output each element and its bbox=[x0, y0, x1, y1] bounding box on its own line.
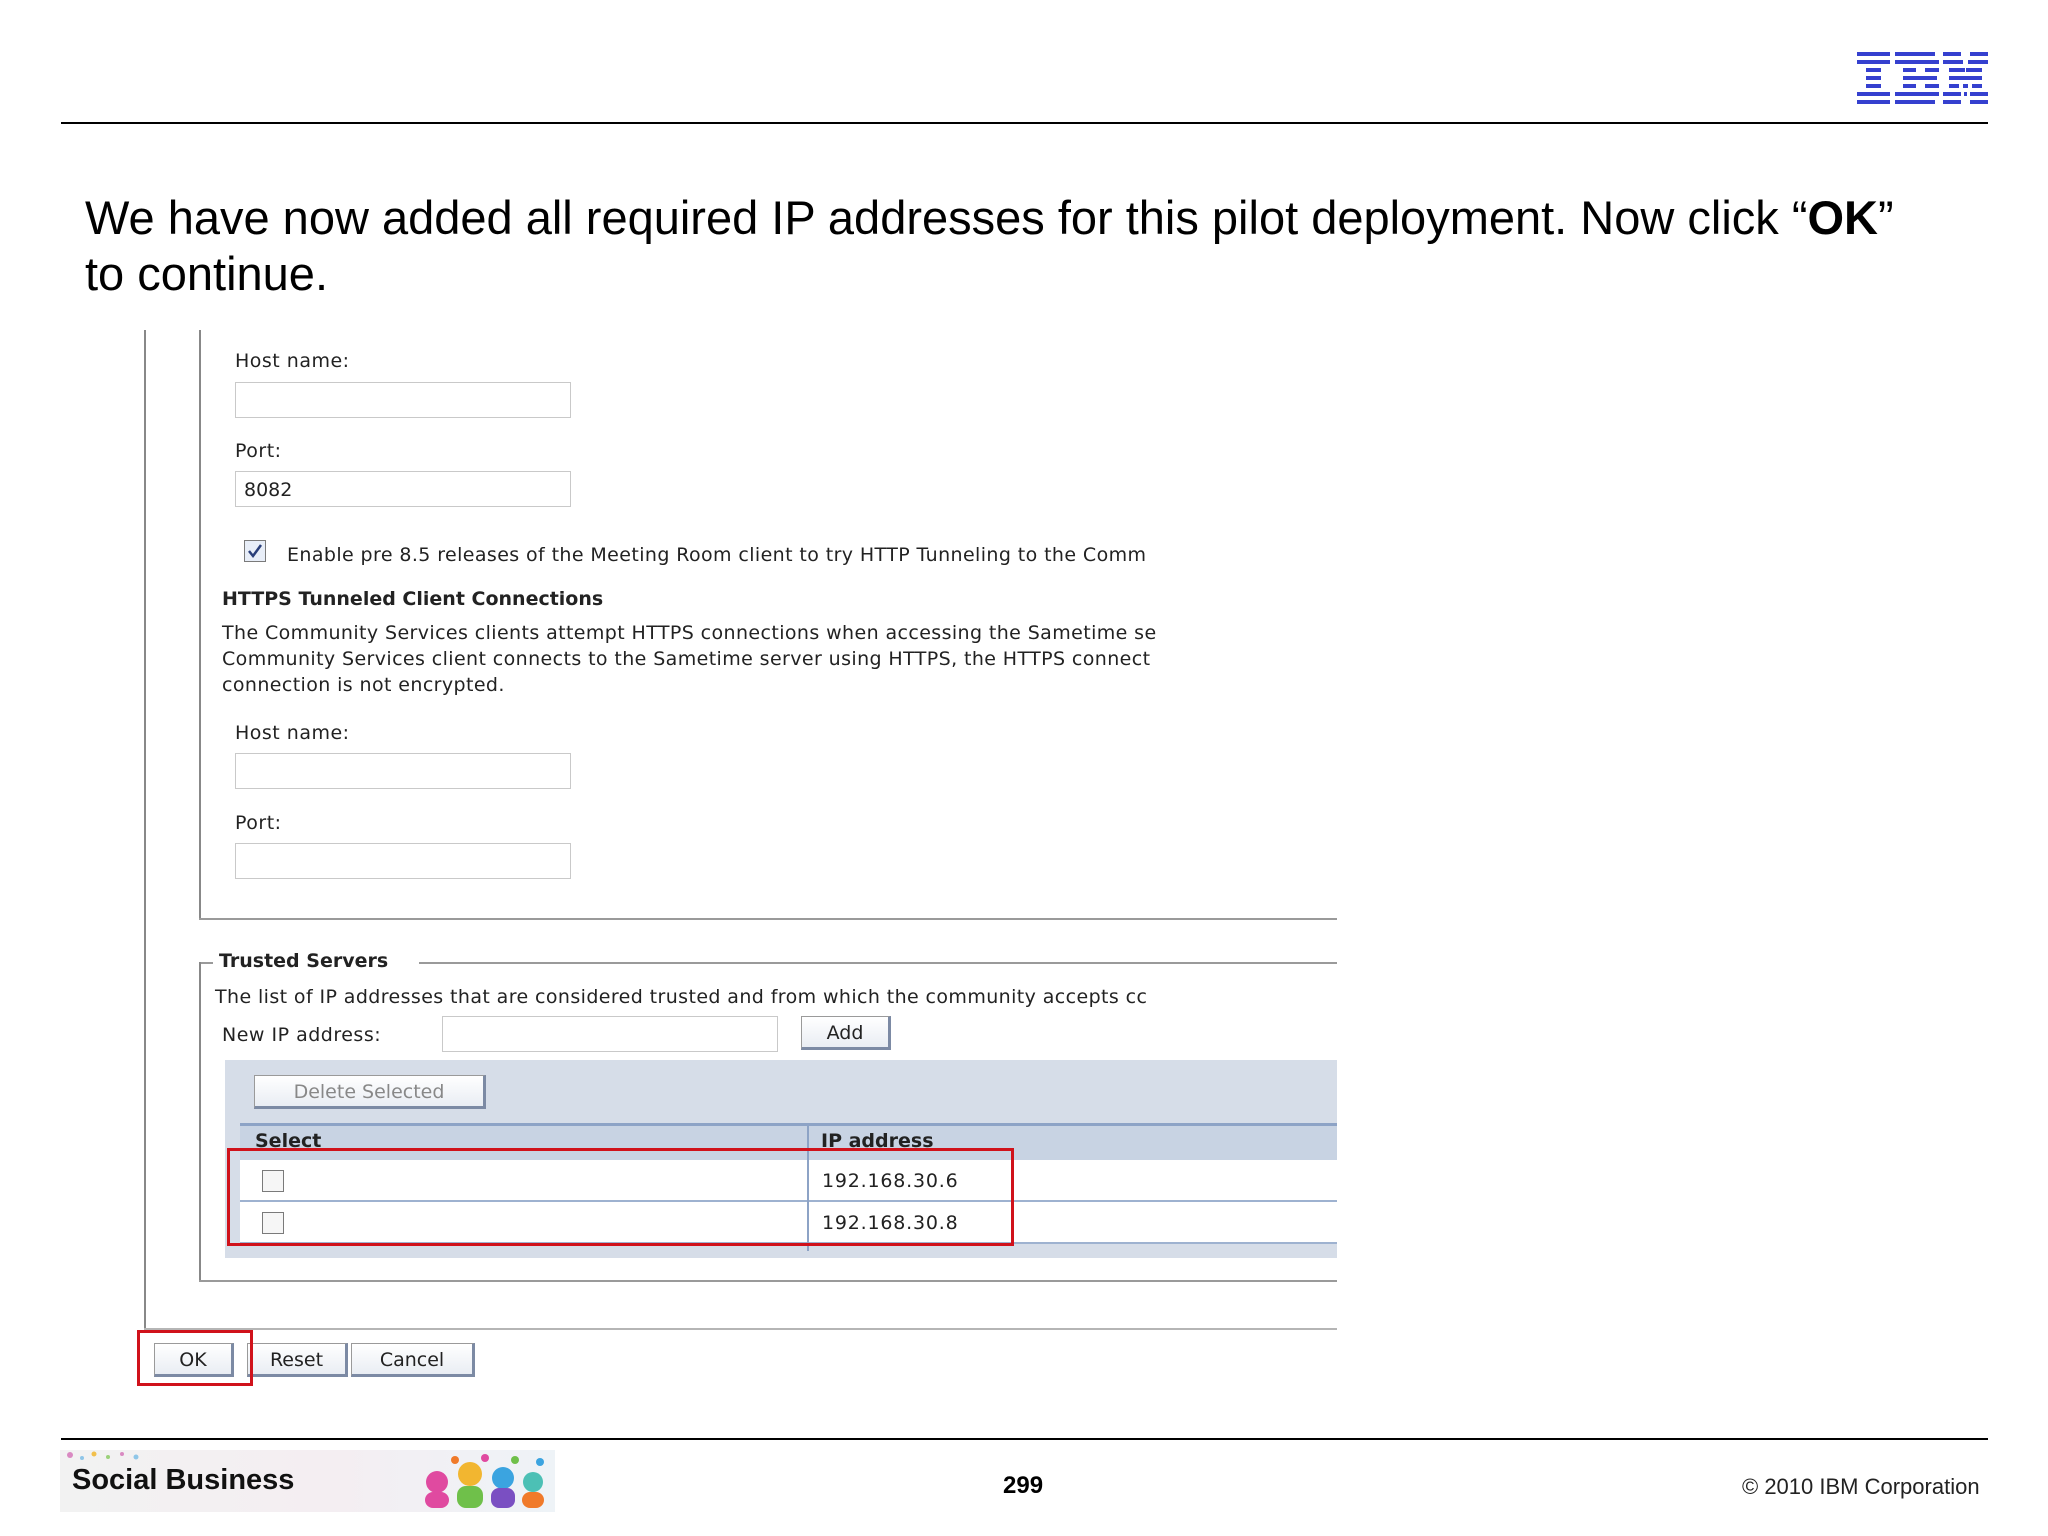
fieldset-bottom bbox=[199, 918, 1337, 920]
instruction-pre: We have now added all required IP addresses for this pilot deployment. Now click “ bbox=[85, 191, 1808, 244]
https-desc-line2: Community Services client connects to the Sametime server using HTTPS, the HTTPS connect bbox=[222, 648, 1151, 670]
column-header-ip[interactable]: IP address bbox=[821, 1130, 934, 1152]
footer-brand: Social Business bbox=[72, 1464, 295, 1496]
https-host-label: Host name: bbox=[235, 722, 350, 744]
http-host-input[interactable] bbox=[235, 382, 571, 418]
enable-pre85-checkbox[interactable] bbox=[244, 540, 266, 562]
outer-frame-left bbox=[144, 330, 146, 1330]
cancel-button[interactable]: Cancel bbox=[351, 1343, 475, 1377]
highlight-box-ok bbox=[137, 1330, 253, 1386]
ibm-logo bbox=[1857, 52, 1988, 104]
social-business-banner bbox=[60, 1450, 555, 1512]
row-ip-2: 192.168.30.8 bbox=[822, 1212, 959, 1234]
instruction-post: ” to continue. bbox=[85, 191, 1894, 300]
https-section-heading: HTTPS Tunneled Client Connections bbox=[222, 588, 604, 610]
people-illustration-icon bbox=[415, 1452, 555, 1510]
https-port-label: Port: bbox=[235, 812, 282, 834]
trusted-fieldset-left bbox=[199, 962, 201, 1282]
checkmark-icon bbox=[245, 541, 265, 561]
action-separator bbox=[144, 1328, 1337, 1330]
instruction-ok-emphasis: OK bbox=[1807, 191, 1878, 244]
reset-button[interactable]: Reset bbox=[247, 1343, 348, 1377]
header-rule bbox=[61, 122, 1988, 124]
fieldset-left bbox=[199, 330, 201, 920]
new-ip-input[interactable] bbox=[442, 1016, 778, 1052]
https-port-input[interactable] bbox=[235, 843, 571, 879]
highlight-box-ip-rows bbox=[227, 1148, 1014, 1246]
footer-rule bbox=[61, 1438, 1988, 1440]
https-desc-line1: The Community Services clients attempt HTTPS connections when accessing the Sametime se bbox=[222, 622, 1157, 644]
row-ip-1: 192.168.30.6 bbox=[822, 1170, 959, 1192]
slide-instruction bbox=[85, 190, 1945, 302]
http-host-label: Host name: bbox=[235, 350, 350, 372]
http-port-input[interactable]: 8082 bbox=[235, 471, 571, 507]
screenshot-panel bbox=[137, 330, 1337, 1410]
copyright-notice: © 2010 IBM Corporation bbox=[1742, 1474, 1980, 1499]
trusted-servers-desc: The list of IP addresses that are considered trusted and from which the community accepts cc bbox=[215, 986, 1148, 1008]
trusted-fieldset-bottom bbox=[199, 1280, 1337, 1282]
https-desc-line3: connection is not encrypted. bbox=[222, 674, 505, 696]
column-header-select[interactable]: Select bbox=[255, 1130, 322, 1152]
delete-selected-button[interactable]: Delete Selected bbox=[254, 1075, 486, 1109]
page-number: 299 bbox=[1003, 1472, 1044, 1499]
trusted-servers-legend: Trusted Servers bbox=[219, 950, 389, 972]
http-port-label: Port: bbox=[235, 440, 282, 462]
add-button[interactable]: Add bbox=[801, 1016, 891, 1050]
confetti-decoration-icon bbox=[60, 1450, 180, 1464]
enable-pre85-label: Enable pre 8.5 releases of the Meeting Room client to try HTTP Tunneling to the Comm bbox=[287, 544, 1147, 566]
new-ip-label: New IP address: bbox=[222, 1024, 382, 1046]
trusted-fieldset-top-left bbox=[199, 962, 213, 964]
https-host-input[interactable] bbox=[235, 753, 571, 789]
ok-button[interactable]: OK bbox=[154, 1343, 234, 1377]
trusted-fieldset-top-right bbox=[419, 962, 1337, 964]
